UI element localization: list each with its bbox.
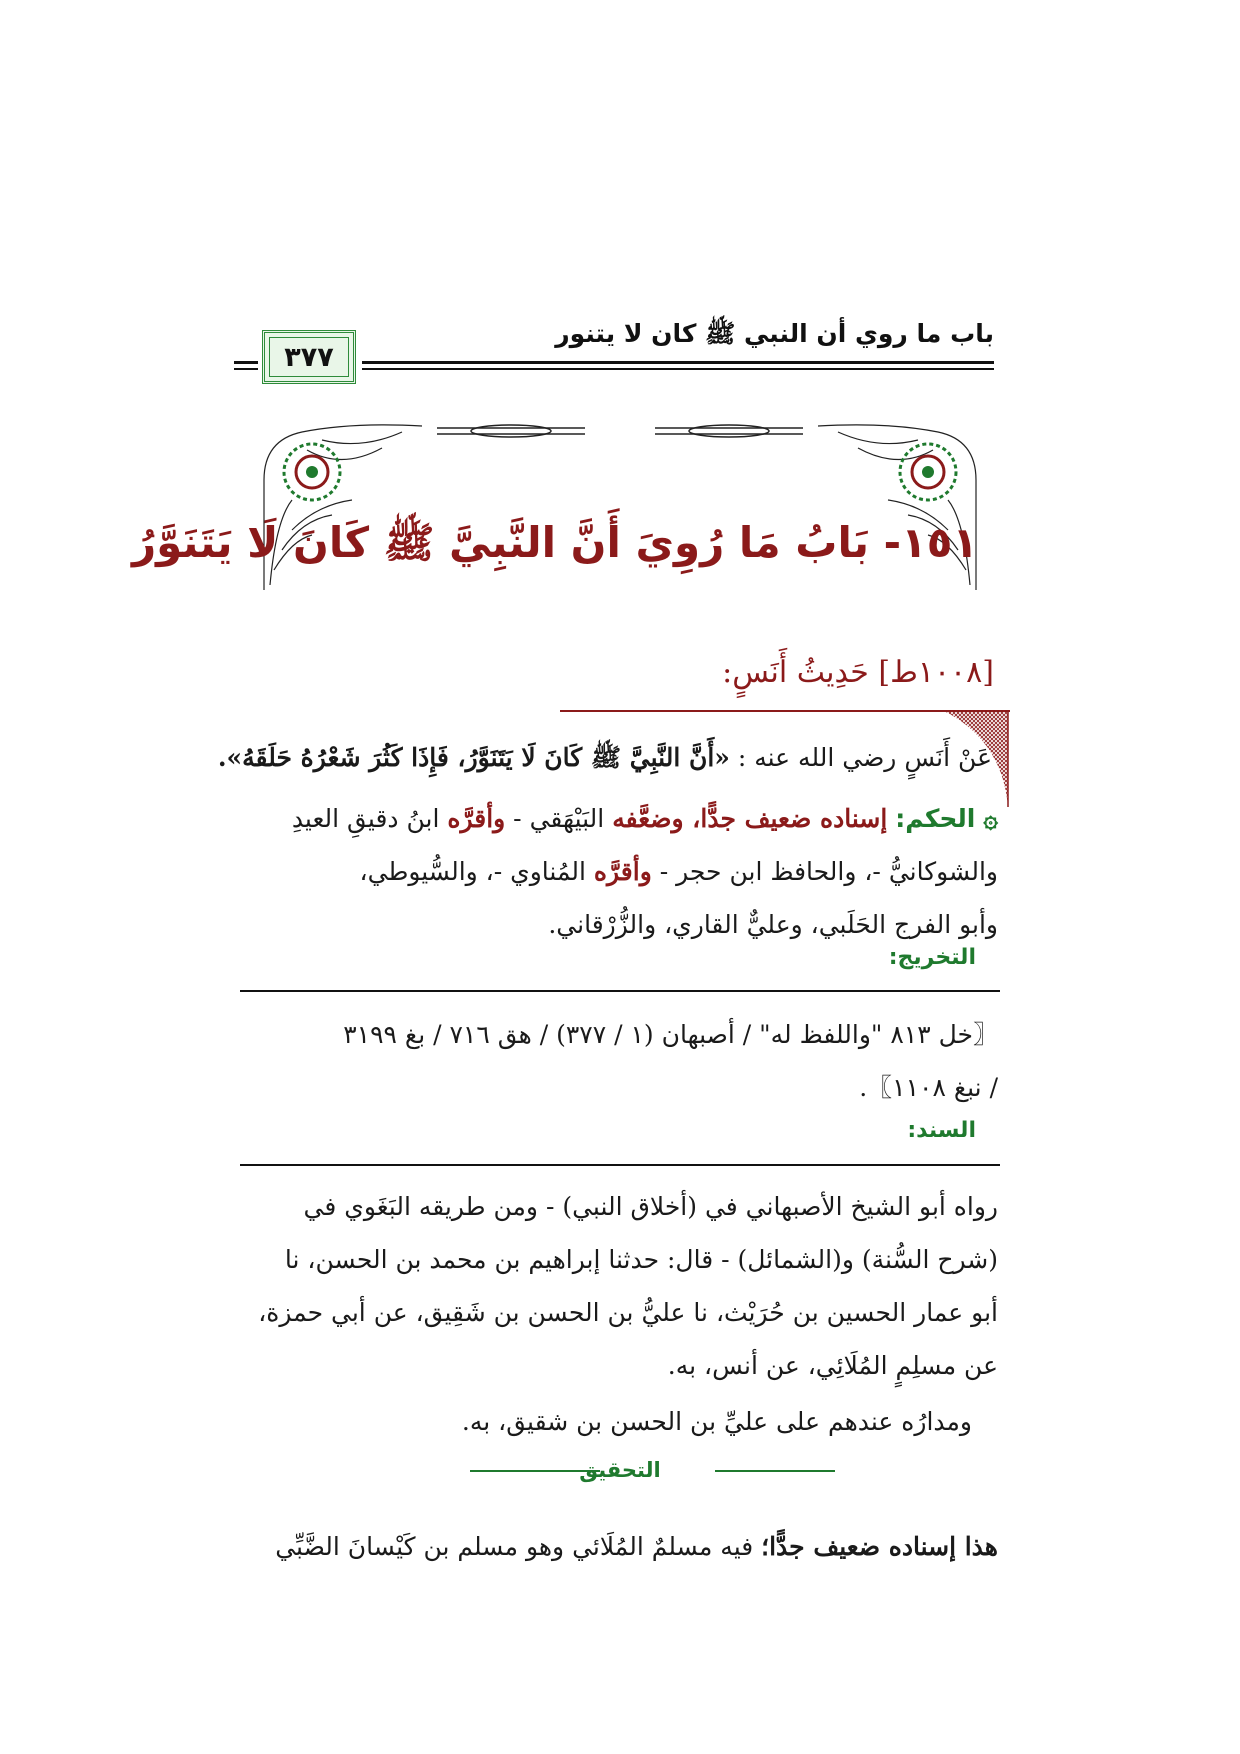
sanad-line-4: عن مسلِمٍ المُلَائِي، عن أنس، به. — [667, 1351, 998, 1380]
ruling-line-1 — [238, 792, 998, 845]
ruling-line-2b: وأقرَّه — [593, 857, 652, 886]
madar-line: ومدارُه عندهم على عليِّ بن الحسن بن شقيق، به. — [461, 1407, 972, 1436]
header-rule-right — [362, 361, 994, 364]
takhrij-paragraph — [238, 1008, 998, 1114]
takhrij-line-1: 〖خل ٨١٣ "واللفظ له" / أصبهان (١ / ٣٧٧) / هق ٧١٦ / بغ ٣١٩٩ — [343, 1020, 998, 1049]
chapter-title: ١٥١- بَابُ مَا رُوِيَ أَنَّ النَّبِيَّ ﷺ كَانَ لَا يَتَنَوَّرُ — [131, 518, 978, 567]
hadith-label: حَدِيثُ أَنَسٍ: — [722, 655, 869, 690]
ruling-text-3: وأقرَّه — [447, 804, 506, 833]
takhrij-separator — [240, 990, 1000, 992]
sanad-separator — [240, 1164, 1000, 1166]
ruling-line-2 — [238, 845, 998, 898]
takhrij-line-2: / نبغ ١١٠٨〗. — [859, 1073, 998, 1102]
hadith-heading — [722, 655, 994, 690]
tahqiq-line-1 — [238, 1520, 998, 1573]
hadith-matn: «أَنَّ النَّبِيَّ ﷺ كَانَ لَا يَتَنَوَّرُ، فَإِذَا كَثُرَ شَعْرُهُ حَلَقَهُ». — [217, 743, 730, 772]
sanad-paragraph — [238, 1180, 998, 1392]
tahqiq-label: التحقيق — [579, 1458, 661, 1482]
header-rule-left-thin — [234, 368, 258, 370]
ruling-paragraph — [238, 792, 998, 951]
running-title: باب ما روي أن النبي ﷺ كان لا يتنور — [555, 319, 994, 348]
tahqiq-bold: هذا إسناده ضعيف جدًّا؛ — [761, 1532, 998, 1561]
takhrij-label: التخريج: — [888, 945, 976, 970]
page-number: ٣٧٧ — [269, 337, 349, 377]
ruling-text-2: البَيْهَقي - — [505, 804, 613, 833]
hadith-number: [١٠٠٨ط] — [878, 655, 994, 690]
ruling-icon: ۞ — [983, 804, 998, 833]
ruling-text-1: إسناده ضعيف جدًّا، وضعَّفه — [612, 804, 888, 833]
ruling-line-2c: المُناوي -، والسُّيوطي، — [359, 857, 594, 886]
sanad-line-1: رواه أبو الشيخ الأصبهاني في (أخلاق النبي) - ومن طريقه البَغَوي في — [303, 1192, 998, 1221]
tahqiq-paragraph — [238, 1520, 998, 1573]
sanad-line-2: (شرح السُّنة) و(الشمائل) - قال: حدثنا إبراهيم بن محمد بن الحسن، نا — [284, 1245, 998, 1274]
sanad-label: السند: — [907, 1118, 976, 1143]
header-rule-right-thin — [362, 368, 994, 370]
ruling-line-2a: والشوكانيُّ -، والحافظ ابن حجر - — [651, 857, 998, 886]
madar-paragraph — [212, 1395, 972, 1448]
ruling-line-3: وأبو الفرج الحَلَبي، وعليٌّ القاري، والزُّرْقاني. — [548, 910, 998, 939]
ruling-label: الحكم: — [895, 804, 976, 833]
hadith-text — [218, 742, 992, 779]
sanad-line-3: أبو عمار الحسين بن حُرَيْث، نا عليُّ بن الحسن بن شَقِيق، عن أبي حمزة، — [258, 1298, 998, 1327]
hadith-narrator: عَنْ أَنَسٍ رضي الله عنه : — [737, 743, 992, 772]
tahqiq-text: فيه مسلمٌ المُلَائي وهو مسلم بن كَيْسانَ الضَّبِّي — [275, 1532, 762, 1561]
page-number-frame — [262, 330, 356, 384]
ruling-text-4: ابنُ دقيقِ العيدِ — [291, 804, 448, 833]
header-rule-left — [234, 361, 258, 364]
